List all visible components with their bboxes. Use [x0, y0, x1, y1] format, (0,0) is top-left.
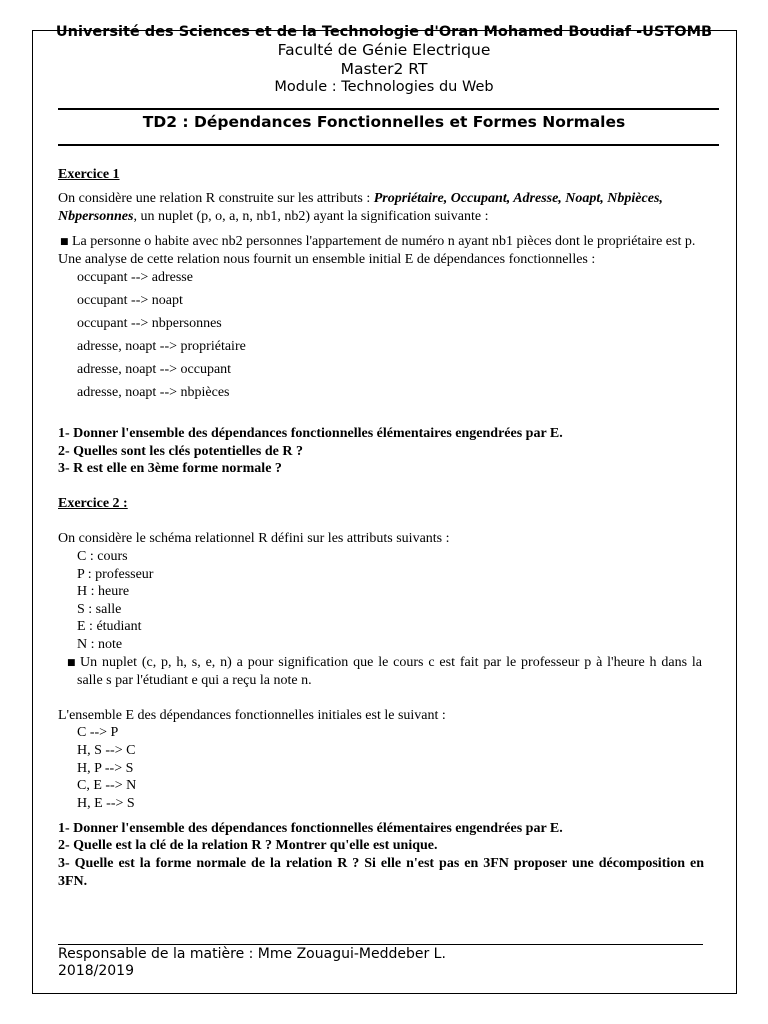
dependency-item: adresse, noapt --> propriétaire	[77, 339, 246, 354]
document-title: TD2 : Dépendances Fonctionnelles et Formes Normales	[142, 113, 626, 131]
program-name: Master2 RT	[340, 60, 428, 78]
dependency-item: adresse, noapt --> nbpièces	[77, 385, 230, 400]
dependency-item: adresse, noapt --> occupant	[77, 362, 232, 377]
footer-rule	[58, 944, 703, 945]
dependency-item: C --> P	[77, 725, 119, 740]
attribute-item: N : note	[77, 637, 123, 652]
title-rule-top	[58, 108, 719, 110]
exercise-1-heading: Exercice 1	[58, 167, 120, 182]
bullet-icon: ■	[67, 658, 76, 668]
title-rule-bottom	[58, 144, 719, 146]
intro-text-cont: , un nuplet (p, o, a, n, nb1, nb2) ayant la signification suivante :	[133, 209, 489, 224]
faculty-name: Faculté de Génie Electrique	[277, 41, 491, 59]
question-item: 3- R est elle en 3ème forme normale ?	[58, 461, 282, 476]
exercise-2-heading: Exercice 2 :	[58, 496, 128, 511]
university-name: Université des Sciences et de la Technologie d'Oran Mohamed Boudiaf -USTOMB	[55, 24, 713, 40]
responsible-text: Responsable de la matière : Mme Zouagui-Meddeber L.	[58, 946, 446, 962]
academic-year: 2018/2019	[58, 963, 134, 979]
dependency-item: C, E --> N	[77, 778, 137, 793]
intro-text: On considère une relation R construite sur les attributs :	[58, 191, 371, 206]
attribute-item: S : salle	[77, 602, 122, 617]
exercise-1-intro	[58, 190, 704, 226]
question-item-cont: 3FN.	[58, 874, 88, 889]
dependency-item: H, S --> C	[77, 743, 136, 758]
exercise-2-bullet-line2: salle s par l'étudiant e qui a reçu la note n.	[77, 673, 312, 688]
intro-attributes-cont: Nbpersonnes	[58, 209, 134, 224]
module-name: Module : Technologies du Web	[274, 79, 494, 95]
exercise-2-intro: On considère le schéma relationnel R défini sur les attributs suivants :	[58, 531, 450, 546]
question-item: 1- Donner l'ensemble des dépendances fonctionnelles élémentaires engendrées par E.	[58, 426, 563, 441]
exercise-1-analysis: Une analyse de cette relation nous fournit un ensemble initial E de dépendances fonctionnelles :	[58, 252, 596, 267]
dependency-item: H, E --> S	[77, 796, 135, 811]
attribute-item: P : professeur	[77, 567, 154, 582]
dependency-item: occupant --> nbpersonnes	[77, 316, 222, 331]
intro-attributes: Propriétaire, Occupant, Adresse, Noapt, Nbpièces,	[373, 191, 663, 206]
question-item: 3- Quelle est la forme normale de la relation R ? Si elle n'est pas en 3FN proposer une décomposition en	[58, 856, 704, 871]
bullet-icon: ■	[60, 237, 69, 247]
dependency-item: H, P --> S	[77, 761, 134, 776]
exercise-2-bullet-line1: Un nuplet (c, p, h, s, e, n) a pour signification que le cours c est fait par le professeur p à l'heure h dans la	[80, 655, 702, 670]
exercise-1-bullet: La personne o habite avec nb2 personnes l'appartement de numéro n ayant nb1 pièces dont le propriétaire est p.	[72, 234, 696, 249]
exercise-2-deps-intro: L'ensemble E des dépendances fonctionnelles initiales est le suivant :	[58, 708, 446, 723]
attribute-item: E : étudiant	[77, 619, 142, 634]
attribute-item: C : cours	[77, 549, 128, 564]
question-item: 2- Quelles sont les clés potentielles de R ?	[58, 444, 303, 459]
attribute-item: H : heure	[77, 584, 130, 599]
question-item: 2- Quelle est la clé de la relation R ? Montrer qu'elle est unique.	[58, 838, 438, 853]
question-item: 1- Donner l'ensemble des dépendances fonctionnelles élémentaires engendrées par E.	[58, 821, 563, 836]
dependency-item: occupant --> noapt	[77, 293, 183, 308]
dependency-item: occupant --> adresse	[77, 270, 193, 285]
